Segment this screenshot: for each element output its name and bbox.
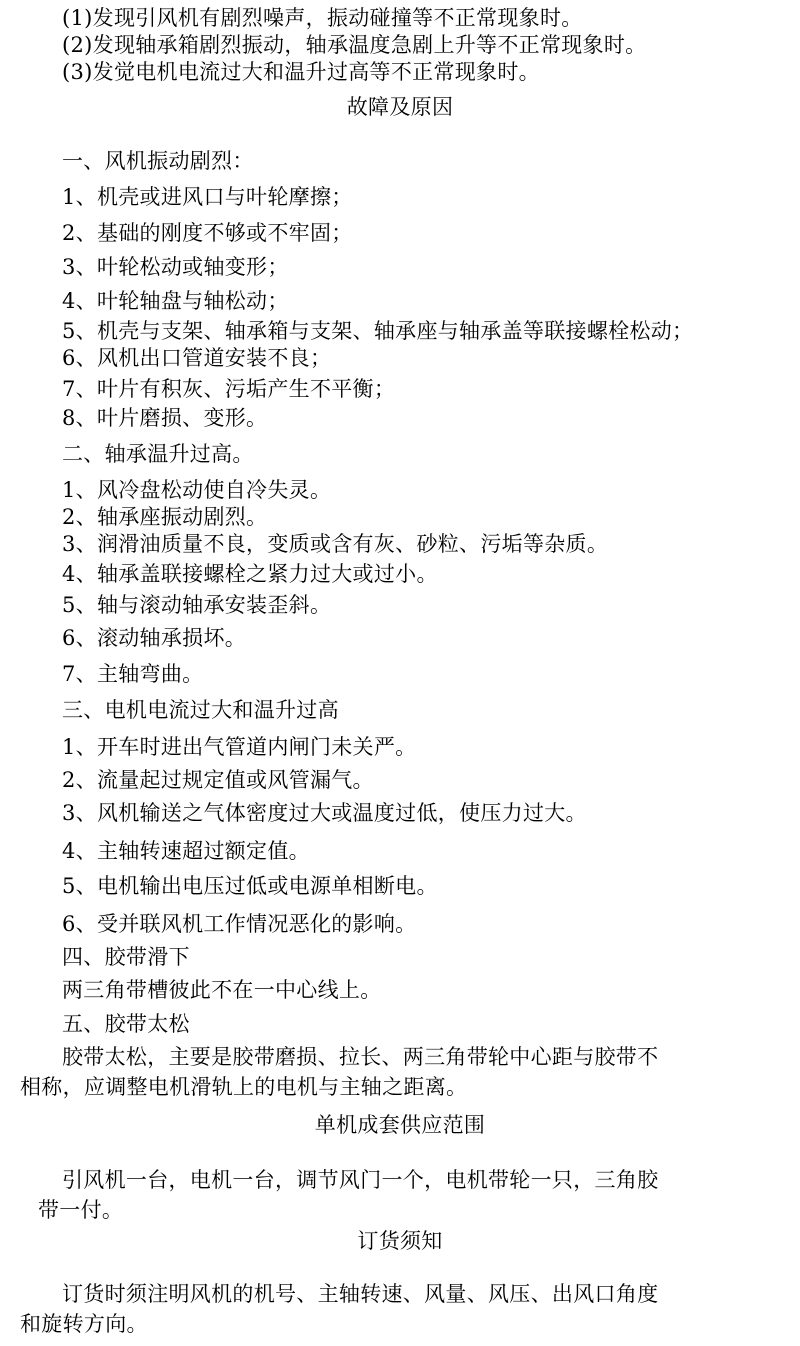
section-3-item: 5、电机输出电压过低或电源单相断电。 (62, 874, 438, 898)
section-1-item: 8、叶片磨损、变形。 (62, 406, 268, 430)
section-1-item: 4、叶轮轴盘与轴松动； (62, 289, 289, 313)
order-text-line-1: 订货时须注明风机的机号、主轴转速、风量、风压、出风口角度 (62, 1282, 659, 1306)
section-1-item: 5、机壳与支架、轴承箱与支架、轴承座与轴承盖等联接螺栓松动； (62, 319, 694, 343)
section-5-text-line-1: 胶带太松，主要是胶带磨损、拉长、两三角带轮中心距与胶带不 (62, 1045, 659, 1069)
section-1-item: 3、叶轮松动或轴变形； (62, 255, 289, 279)
section-1-item: 7、叶片有积灰、污垢产生不平衡； (62, 377, 396, 401)
section-1-item: 6、风机出口管道安装不良； (62, 346, 332, 370)
supply-text-line-2: 带一付。 (38, 1198, 124, 1222)
supply-text-line-1: 引风机一台，电机一台，调节风门一个，电机带轮一只，三角胶 (62, 1168, 659, 1192)
section-3-item: 4、主轴转速超过额定值。 (62, 839, 310, 863)
section-3-item: 1、开车时进出气管道内闸门未关严。 (62, 735, 417, 759)
section-2-item: 4、轴承盖联接螺栓之紧力过大或过小。 (62, 562, 438, 586)
section-3-item: 2、流量起过规定值或风管漏气。 (62, 768, 374, 792)
supply-heading: 单机成套供应范围 (314, 1113, 486, 1137)
section-2-item: 5、轴与滚动轴承安装歪斜。 (62, 593, 332, 617)
section-3-item: 3、风机输送之气体密度过大或温度过低，使压力过大。 (62, 801, 587, 825)
section-3-title: 三、电机电流过大和温升过高 (62, 698, 339, 722)
section-2-title: 二、轴承温升过高。 (62, 442, 254, 466)
intro-line-3: (3)发觉电机电流过大和温升过高等不正常现象时。 (62, 60, 540, 84)
order-text-line-2: 和旋转方向。 (20, 1312, 148, 1336)
order-heading: 订货须知 (357, 1229, 443, 1253)
section-4-text: 两三角带槽彼此不在一中心线上。 (62, 978, 382, 1002)
section-5-text-line-2: 相称，应调整电机滑轨上的电机与主轴之距离。 (20, 1075, 468, 1099)
section-1-title: 一、风机振动剧烈： (62, 149, 254, 173)
section-2-item: 7、主轴弯曲。 (62, 662, 204, 686)
fault-heading: 故障及原因 (346, 95, 454, 119)
section-2-item: 2、轴承座振动剧烈。 (62, 505, 268, 529)
section-2-item: 1、风冷盘松动使自冷失灵。 (62, 478, 332, 502)
section-5-title: 五、胶带太松 (62, 1012, 190, 1036)
section-4-title: 四、胶带滑下 (62, 945, 190, 969)
section-2-item: 3、润滑油质量不良，变质或含有灰、砂粒、污垢等杂质。 (62, 532, 609, 556)
section-2-item: 6、滚动轴承损坏。 (62, 626, 247, 650)
section-3-item: 6、受并联风机工作情况恶化的影响。 (62, 912, 417, 936)
section-1-item: 1、机壳或进风口与叶轮摩擦； (62, 185, 353, 209)
intro-line-2: (2)发现轴承箱剧烈振动，轴承温度急剧上升等不正常现象时。 (62, 33, 647, 57)
intro-line-1: (1)发现引风机有剧烈噪声，振动碰撞等不正常现象时。 (62, 6, 583, 30)
section-1-item: 2、基础的刚度不够或不牢固； (62, 221, 353, 245)
